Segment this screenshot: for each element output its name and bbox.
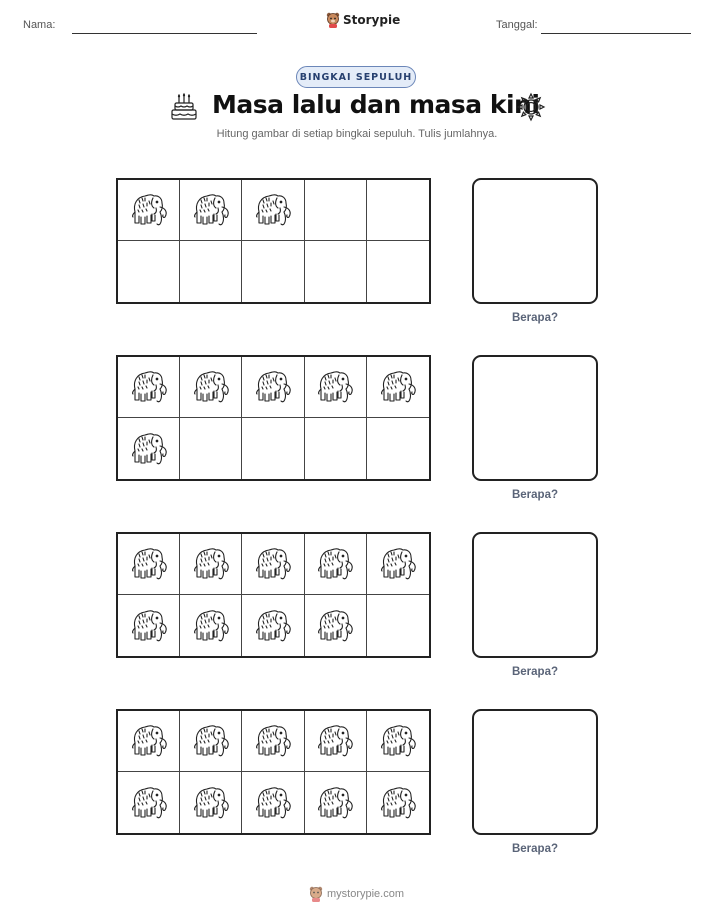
bear-mascot-icon bbox=[326, 12, 340, 28]
ten-frame-cell bbox=[242, 357, 304, 418]
mammoth-icon bbox=[127, 190, 171, 230]
bear-mascot-icon bbox=[309, 886, 323, 902]
ten-frame-cell bbox=[305, 180, 367, 241]
worksheet-header bbox=[0, 0, 714, 48]
ten-frame-cell bbox=[305, 241, 367, 302]
ten-frame-cell bbox=[180, 772, 242, 833]
mammoth-icon bbox=[189, 190, 233, 230]
ten-frame-cell bbox=[242, 711, 304, 772]
mammoth-icon bbox=[127, 783, 171, 823]
mammoth-icon bbox=[127, 429, 171, 469]
mammoth-icon bbox=[376, 544, 420, 584]
brand-logo bbox=[326, 12, 400, 28]
ten-frame-cell bbox=[367, 534, 429, 595]
answer-box-3[interactable] bbox=[472, 532, 598, 658]
ten-frame-cell bbox=[118, 180, 180, 241]
ten-frame-1 bbox=[116, 178, 431, 304]
mammoth-icon bbox=[189, 367, 233, 407]
ten-frame-cell bbox=[118, 418, 180, 479]
mammoth-icon bbox=[376, 783, 420, 823]
date-label: Tanggal: bbox=[496, 19, 538, 31]
ten-frame-cell bbox=[305, 534, 367, 595]
count-prompt-4: Berapa? bbox=[511, 843, 559, 855]
ten-frame-3 bbox=[116, 532, 431, 658]
mammoth-icon bbox=[313, 721, 357, 761]
mammoth-icon bbox=[251, 544, 295, 584]
ten-frame-cell bbox=[118, 241, 180, 302]
mammoth-icon bbox=[127, 544, 171, 584]
ten-frame-cell bbox=[180, 418, 242, 479]
ten-frame-cell bbox=[305, 595, 367, 656]
ten-frame-4 bbox=[116, 709, 431, 835]
ten-frame-cell bbox=[180, 241, 242, 302]
mammoth-icon bbox=[251, 783, 295, 823]
ten-frame-cell bbox=[367, 357, 429, 418]
ten-frame-cell bbox=[242, 241, 304, 302]
mammoth-icon bbox=[251, 367, 295, 407]
ten-frame-cell bbox=[118, 711, 180, 772]
section-badge: BINGKAI SEPULUH bbox=[296, 66, 416, 88]
ten-frame-cell bbox=[367, 241, 429, 302]
count-prompt-3: Berapa? bbox=[511, 666, 559, 678]
mammoth-icon bbox=[376, 367, 420, 407]
ten-frame-2 bbox=[116, 355, 431, 481]
ten-frame-cell bbox=[118, 357, 180, 418]
birthday-cake-icon bbox=[170, 92, 198, 122]
mammoth-icon bbox=[313, 783, 357, 823]
title-row bbox=[0, 88, 714, 128]
ten-frame-cell bbox=[180, 534, 242, 595]
ten-frame-cell bbox=[305, 418, 367, 479]
ten-frame-cell bbox=[118, 595, 180, 656]
answer-box-2[interactable] bbox=[472, 355, 598, 481]
ten-frame-cell bbox=[118, 534, 180, 595]
answer-box-4[interactable] bbox=[472, 709, 598, 835]
count-prompt-1: Berapa? bbox=[511, 312, 559, 324]
mammoth-icon bbox=[127, 367, 171, 407]
ten-frame-cell bbox=[242, 534, 304, 595]
ten-frame-cell bbox=[180, 711, 242, 772]
ten-frame-cell bbox=[242, 418, 304, 479]
name-line bbox=[72, 33, 257, 34]
ten-frame-cell bbox=[180, 595, 242, 656]
ten-frame-cell bbox=[367, 772, 429, 833]
name-label: Nama: bbox=[23, 19, 56, 31]
ten-frame-cell bbox=[367, 711, 429, 772]
ten-frame-cell bbox=[180, 180, 242, 241]
ten-frame-cell bbox=[180, 357, 242, 418]
mammoth-icon bbox=[251, 721, 295, 761]
ten-frame-cell bbox=[367, 180, 429, 241]
ten-frame-cell bbox=[305, 357, 367, 418]
mammoth-icon bbox=[127, 606, 171, 646]
brand-name: Storypie bbox=[343, 13, 401, 27]
ten-frame-cell bbox=[242, 595, 304, 656]
ten-frame-cell bbox=[242, 772, 304, 833]
answer-box-1[interactable] bbox=[472, 178, 598, 304]
ten-frame-cell bbox=[305, 772, 367, 833]
ten-frame-cell bbox=[305, 711, 367, 772]
ten-frame-cell bbox=[118, 772, 180, 833]
mammoth-icon bbox=[189, 544, 233, 584]
date-line bbox=[541, 33, 691, 34]
ten-frame-cell bbox=[367, 595, 429, 656]
ten-frame-cell bbox=[242, 180, 304, 241]
mammoth-icon bbox=[313, 544, 357, 584]
mammoth-icon bbox=[189, 783, 233, 823]
page-title: Masa lalu dan masa kini bbox=[212, 90, 540, 119]
mammoth-icon bbox=[127, 721, 171, 761]
footer-url: mystorypie.com bbox=[327, 888, 405, 900]
count-prompt-2: Berapa? bbox=[511, 489, 559, 501]
mammoth-icon bbox=[313, 367, 357, 407]
mammoth-icon bbox=[376, 721, 420, 761]
instructions: Hitung gambar di setiap bingkai sepuluh. Tulis jumlahnya. bbox=[216, 128, 498, 140]
ten-frame-cell bbox=[367, 418, 429, 479]
sun-icon bbox=[516, 92, 546, 122]
mammoth-icon bbox=[189, 606, 233, 646]
mammoth-icon bbox=[189, 721, 233, 761]
footer bbox=[309, 886, 404, 902]
mammoth-icon bbox=[251, 606, 295, 646]
mammoth-icon bbox=[251, 190, 295, 230]
mammoth-icon bbox=[313, 606, 357, 646]
